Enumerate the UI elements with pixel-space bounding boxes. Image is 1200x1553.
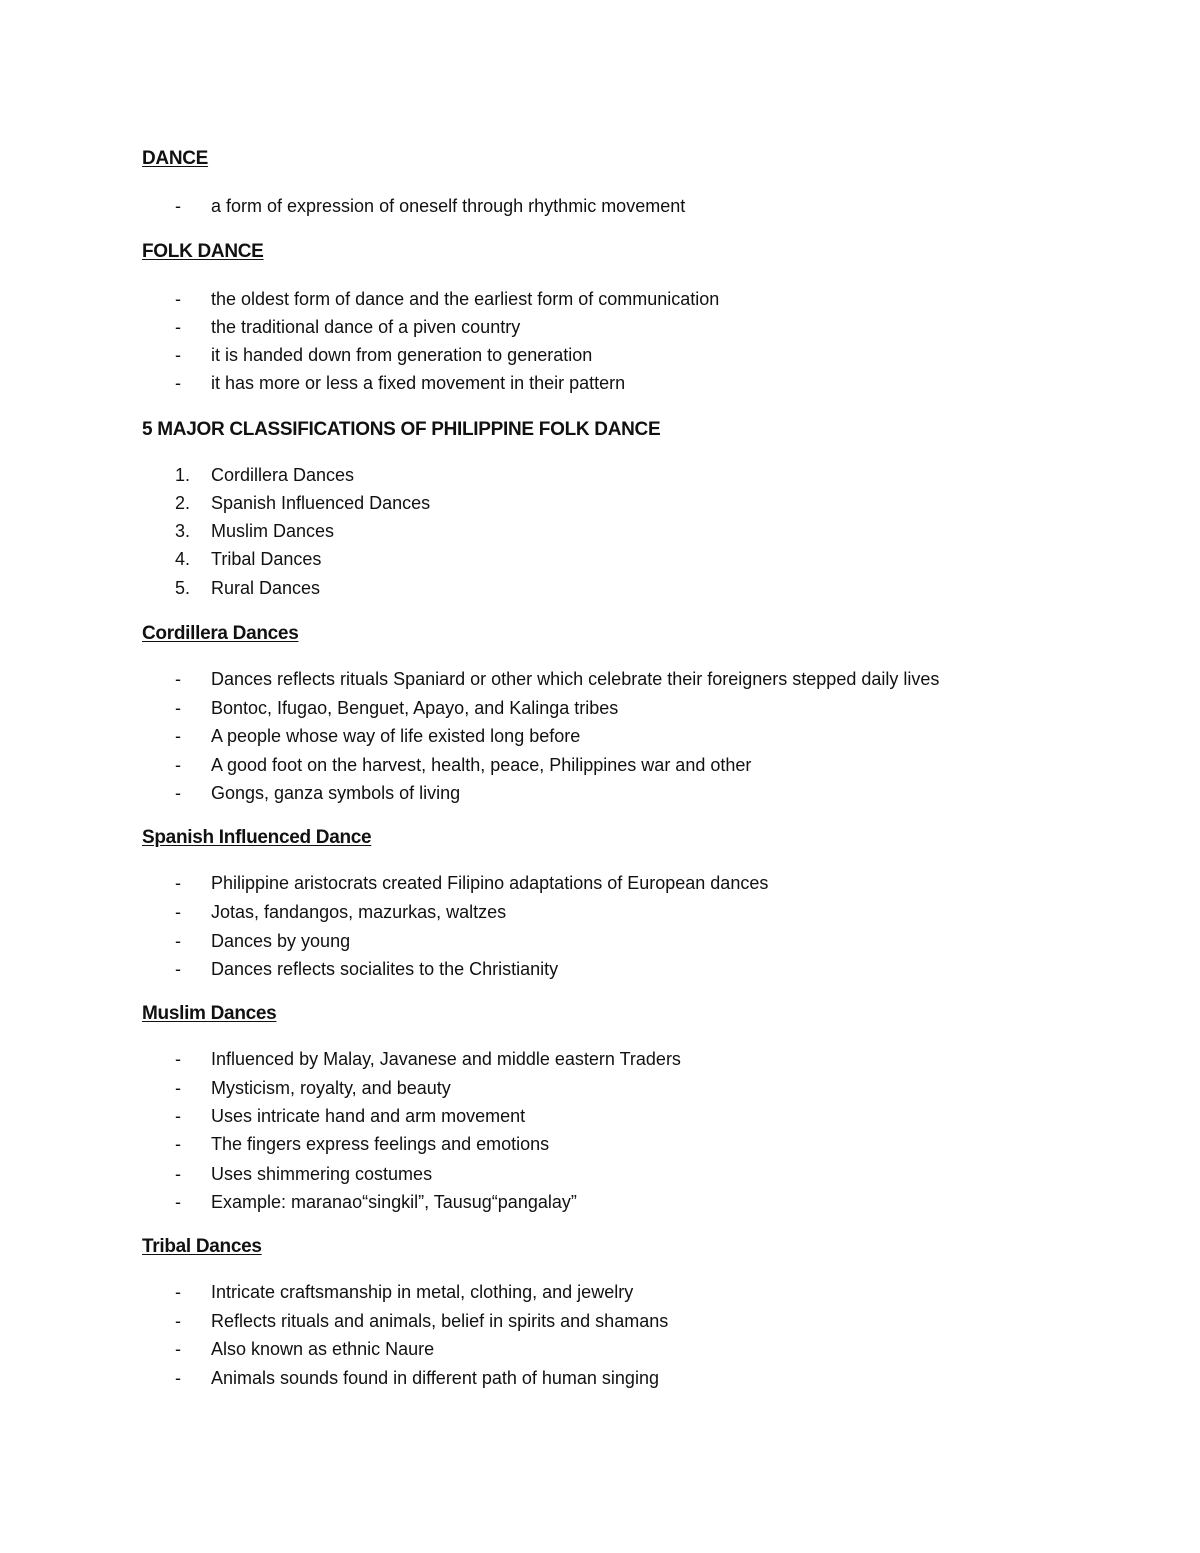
bullet-marker: - [175, 289, 181, 309]
number-marker: 1. [175, 465, 191, 485]
bullet-marker: - [175, 755, 181, 775]
bullet-marker: - [175, 726, 181, 746]
list-item-text: it has more or less a fixed movement in their pattern [211, 373, 626, 393]
list-item-text: Spanish Influenced Dances [211, 493, 431, 513]
bullet-marker: - [175, 902, 181, 922]
section-heading-folk-dance: FOLK DANCE [142, 241, 264, 262]
number-marker: 2. [175, 493, 191, 513]
bullet-marker: - [175, 196, 181, 216]
bullet-marker: - [175, 1049, 181, 1069]
bullet-marker: - [175, 1282, 181, 1302]
list-item-text: Muslim Dances [211, 521, 335, 541]
list-item-text: the traditional dance of a piven country [211, 317, 521, 337]
list-item-text: Jotas, fandangos, mazurkas, waltzes [211, 902, 507, 922]
list-item-text: a form of expression of oneself through rhythmic movement [211, 196, 686, 216]
bullet-marker: - [175, 1339, 181, 1359]
bullet-marker: - [175, 345, 181, 365]
bullet-marker: - [175, 1311, 181, 1331]
bullet-marker: - [175, 1134, 181, 1154]
list-item-text: Animals sounds found in different path of human singing [211, 1368, 659, 1388]
list-item-text: Also known as ethnic Naure [211, 1339, 435, 1359]
list-item-text: Dances reflects socialites to the Christianity [211, 959, 559, 979]
section-heading-cordillera: Cordillera Dances [142, 623, 299, 644]
list-item-text: Cordillera Dances [211, 465, 355, 485]
list-item-text: Dances reflects rituals Spaniard or other which celebrate their foreigners stepped daily lives [211, 669, 940, 689]
list-item-text: A people whose way of life existed long before [211, 726, 581, 746]
number-marker: 3. [175, 521, 191, 541]
list-item-text: The fingers express feelings and emotions [211, 1134, 550, 1154]
list-item-text: Mysticism, royalty, and beauty [211, 1078, 451, 1098]
bullet-marker: - [175, 1078, 181, 1098]
number-marker: 5. [175, 578, 191, 598]
bullet-marker: - [175, 959, 181, 979]
bullet-marker: - [175, 1164, 181, 1184]
bullet-marker: - [175, 317, 181, 337]
bullet-marker: - [175, 873, 181, 893]
section-heading-tribal: Tribal Dances [142, 1236, 262, 1257]
bullet-marker: - [175, 669, 181, 689]
list-item-text: Rural Dances [211, 578, 321, 598]
list-item-text: Influenced by Malay, Javanese and middle eastern Traders [211, 1049, 681, 1069]
list-item-text: Uses shimmering costumes [211, 1164, 433, 1184]
section-heading-muslim: Muslim Dances [142, 1003, 277, 1024]
list-item-text: Reflects rituals and animals, belief in spirits and shamans [211, 1311, 669, 1331]
list-item-text: Intricate craftsmanship in metal, clothing, and jewelry [211, 1282, 634, 1302]
list-item-text: Uses intricate hand and arm movement [211, 1106, 526, 1126]
bullet-marker: - [175, 373, 181, 393]
section-heading-dance: DANCE [142, 148, 209, 169]
list-item-text: A good foot on the harvest, health, peace, Philippines war and other [211, 755, 752, 775]
bullet-marker: - [175, 783, 181, 803]
section-heading-classifications: 5 MAJOR CLASSIFICATIONS OF PHILIPPINE FOLK DANCE [142, 419, 661, 440]
list-item-text: Example: maranao“singkil”, Tausug“pangalay” [211, 1192, 577, 1212]
bullet-marker: - [175, 931, 181, 951]
list-item-text: Philippine aristocrats created Filipino adaptations of European dances [211, 873, 769, 893]
list-item-text: Bontoc, Ifugao, Benguet, Apayo, and Kalinga tribes [211, 698, 619, 718]
section-heading-spanish: Spanish Influenced Dance [142, 827, 372, 848]
bullet-marker: - [175, 1368, 181, 1388]
number-marker: 4. [175, 549, 191, 569]
list-item-text: Gongs, ganza symbols of living [211, 783, 461, 803]
list-item-text: Tribal Dances [211, 549, 322, 569]
bullet-marker: - [175, 1106, 181, 1126]
list-item-text: the oldest form of dance and the earliest form of communication [211, 289, 720, 309]
bullet-marker: - [175, 1192, 181, 1212]
list-item-text: it is handed down from generation to generation [211, 345, 593, 365]
bullet-marker: - [175, 698, 181, 718]
list-item-text: Dances by young [211, 931, 351, 951]
